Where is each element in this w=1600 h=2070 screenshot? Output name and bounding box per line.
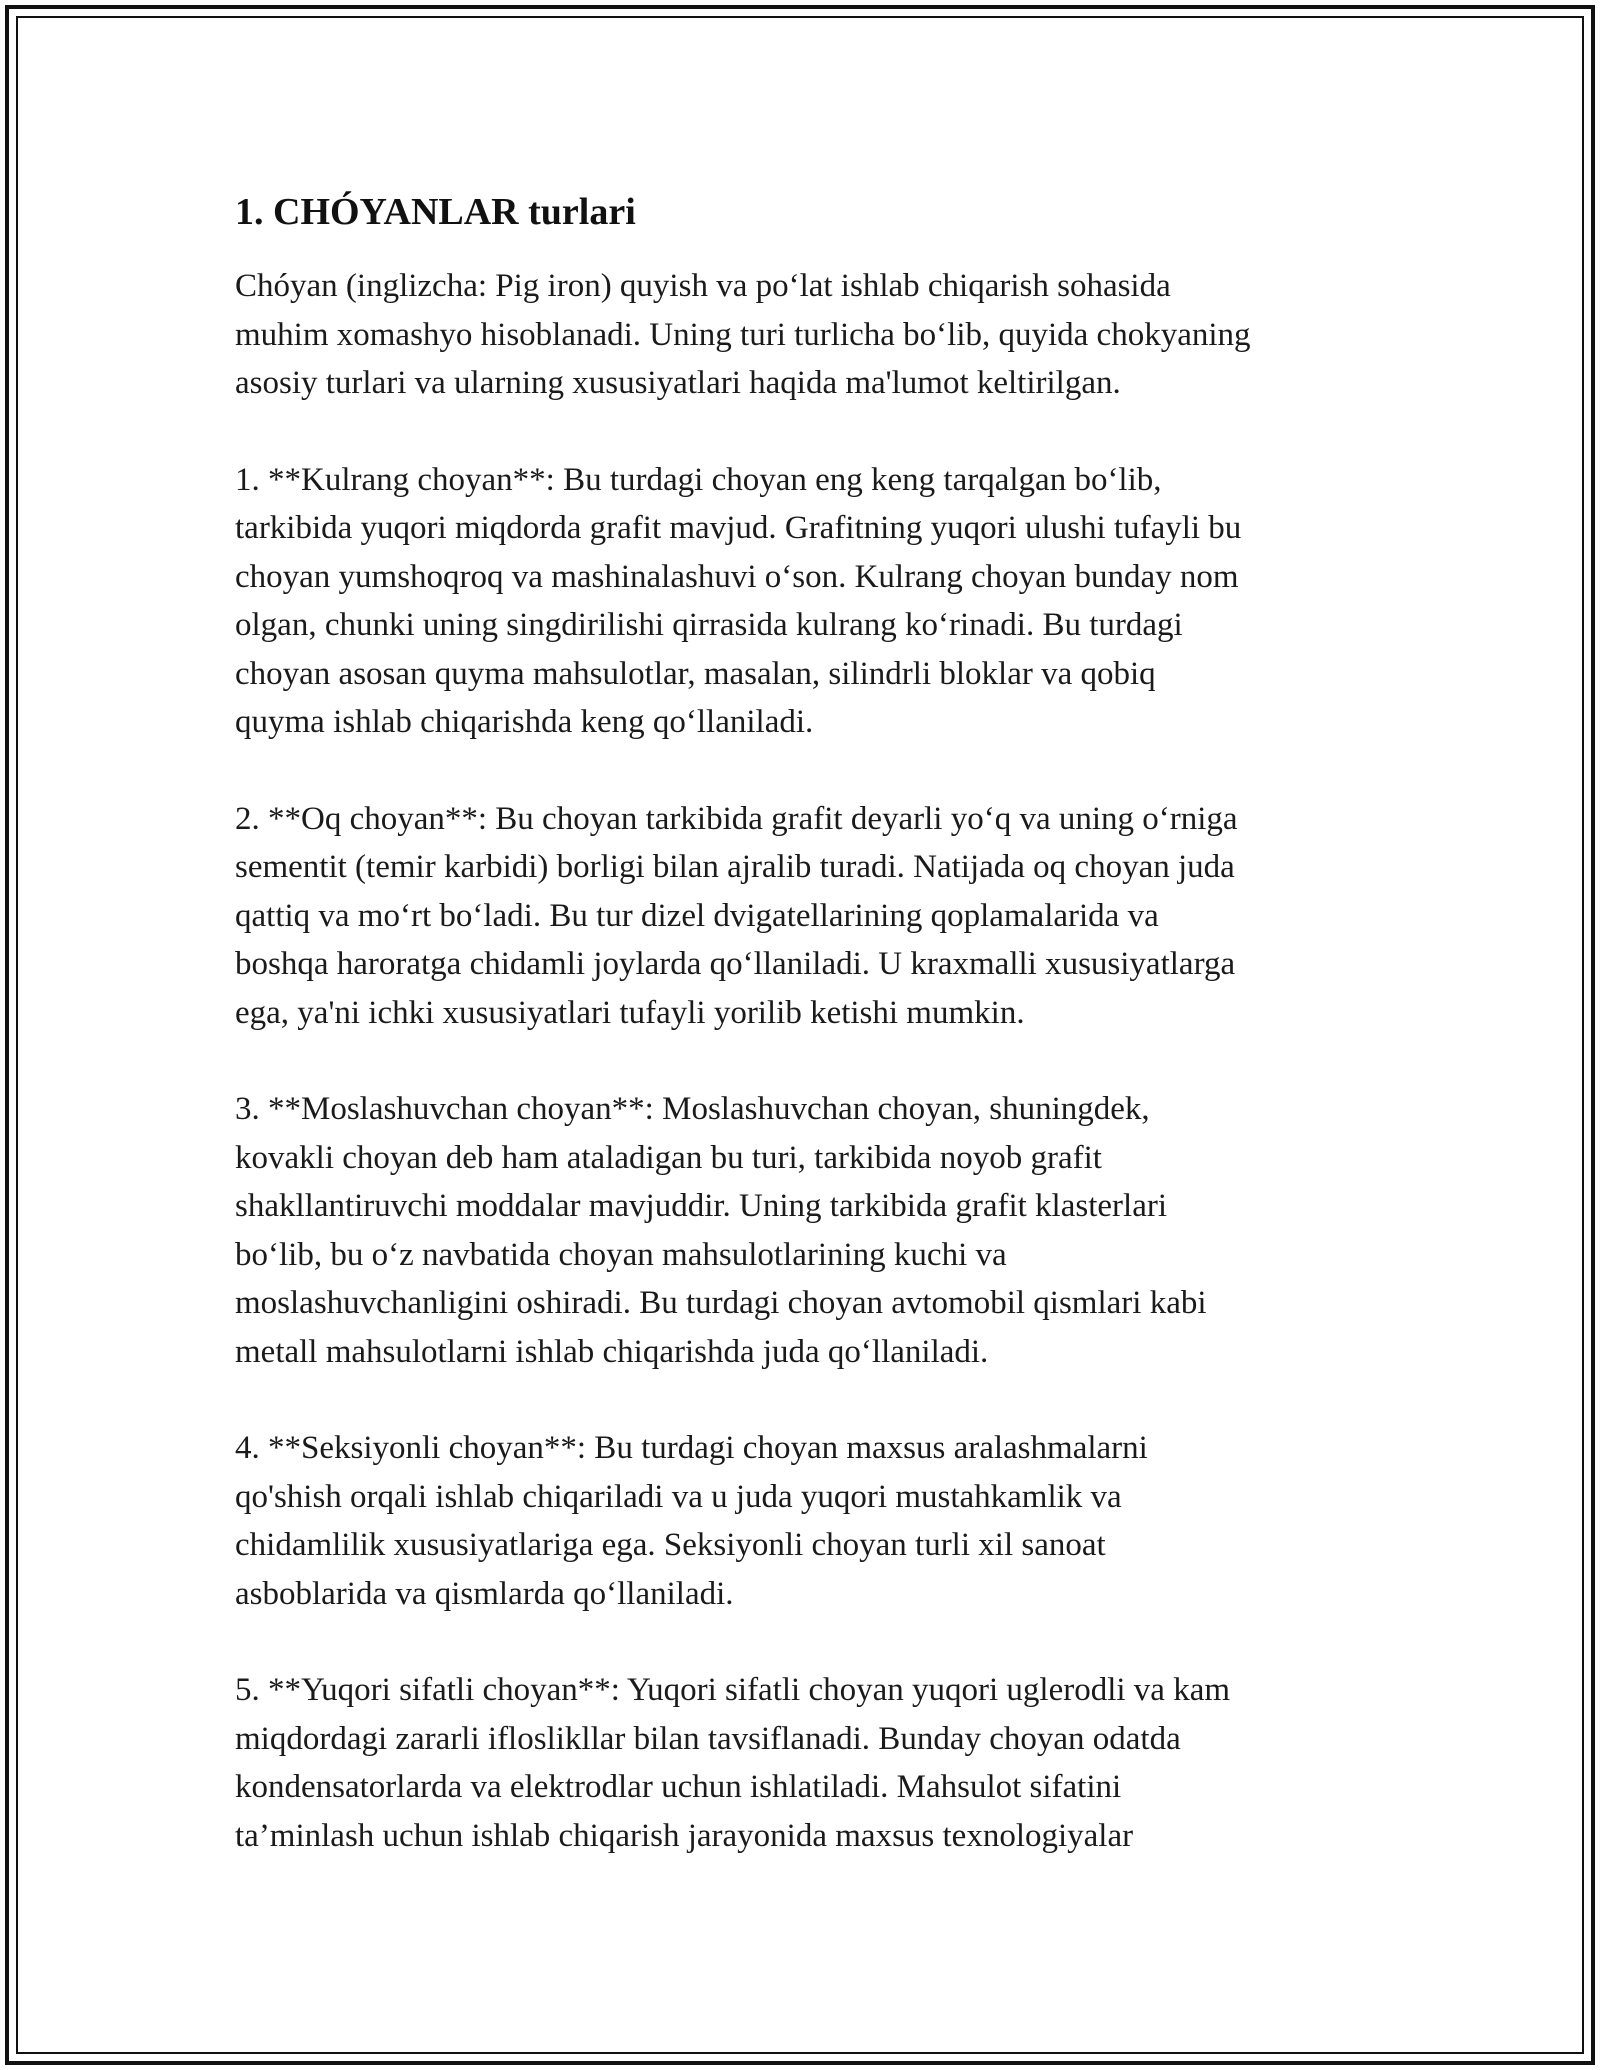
- text-line: kovakli choyan deb ham ataladigan bu turi, tarkibida noyob grafit: [235, 1139, 1102, 1176]
- text-line: 4. **Seksiyonli choyan**: Bu turdagi choyan maxsus aralashmalarni: [235, 1430, 1148, 1466]
- text-line: 3. **Moslashuvchan choyan**: Moslashuvchan choyan, shuningdek,: [235, 1091, 1150, 1127]
- text-line: boshqa haroratga chidamli joylarda qo‘llaniladi. U kraxmalli xususiyatlarga: [235, 946, 1236, 982]
- text-line: kondensatorlarda va elektrodlar uchun ishlatiladi. Mahsulot sifatini: [235, 1769, 1122, 1805]
- text-line: ta’minlash uchun ishlab chiqarish jarayonida maxsus texnologiyalar: [235, 1817, 1134, 1854]
- text-line: metall mahsulotlarni ishlab chiqarishda juda qo‘llaniladi.: [235, 1333, 989, 1370]
- paragraph-seksiyonli-choyan: [235, 1424, 1385, 1618]
- text-line: Chóyan (inglizcha: Pig iron) quyish va po‘lat ishlab chiqarish sohasida: [235, 268, 1171, 304]
- text-line: qattiq va mo‘rt bo‘ladi. Bu tur dizel dvigatellarining qoplamalarida va: [235, 897, 1159, 934]
- text-line: asboblarida va qismlarda qo‘llaniladi.: [235, 1575, 734, 1612]
- text-line: 1. **Kulrang choyan**: Bu turdagi choyan eng keng tarqalgan bo‘lib,: [235, 461, 1162, 498]
- paragraph-moslashuvchan-choyan: [235, 1085, 1385, 1376]
- paragraph-kulrang-choyan: [235, 456, 1385, 747]
- text-line: muhim xomashyo hisoblanadi. Uning turi turlicha bo‘lib, quyida chokyaning: [235, 316, 1251, 353]
- text-line: chidamlilik xususiyatlariga ega. Seksiyonli choyan turli xil sanoat: [235, 1527, 1106, 1563]
- text-line: miqdordagi zararli ifloslikllar bilan tavsiflanadi. Bunday choyan odatda: [235, 1720, 1181, 1757]
- intro-paragraph: [235, 262, 1385, 408]
- section-heading: 1. CHÓYANLAR turlari: [235, 191, 636, 233]
- text-line: 2. **Oq choyan**: Bu choyan tarkibida grafit deyarli yo‘q va uning o‘rniga: [235, 800, 1238, 837]
- text-line: choyan yumshoqroq va mashinalashuvi o‘son. Kulrang choyan bunday nom: [235, 558, 1239, 595]
- text-line: 5. **Yuqori sifatli choyan**: Yuqori sifatli choyan yuqori uglerodli va kam: [235, 1672, 1231, 1708]
- document-body: [235, 188, 1385, 1908]
- text-line: qo'shish orqali ishlab chiqariladi va u juda yuqori mustahkamlik va: [235, 1478, 1122, 1515]
- text-line: sementit (temir karbidi) borligi bilan ajralib turadi. Natijada oq choyan juda: [235, 849, 1235, 885]
- text-line: bo‘lib, bu o‘z navbatida choyan mahsulotlarining kuchi va: [235, 1236, 1007, 1273]
- paragraph-oq-choyan: [235, 795, 1385, 1038]
- text-line: choyan asosan quyma mahsulotlar, masalan, silindrli bloklar va qobiq: [235, 655, 1156, 692]
- text-line: quyma ishlab chiqarishda keng qo‘llaniladi.: [235, 704, 814, 740]
- text-line: shakllantiruvchi moddalar mavjuddir. Uning tarkibida grafit klasterlari: [235, 1188, 1167, 1224]
- paragraph-yuqori-sifatli-choyan: [235, 1666, 1385, 1860]
- text-line: asosiy turlari va ularning xususiyatlari haqida ma'lumot keltirilgan.: [235, 365, 1121, 401]
- text-line: olgan, chunki uning singdirilishi qirrasida kulrang ko‘rinadi. Bu turdagi: [235, 607, 1183, 643]
- text-line: moslashuvchanligini oshiradi. Bu turdagi choyan avtomobil qismlari kabi: [235, 1285, 1207, 1321]
- text-line: ega, ya'ni ichki xususiyatlari tufayli yorilib ketishi mumkin.: [235, 994, 1025, 1031]
- text-line: tarkibida yuqori miqdorda grafit mavjud. Grafitning yuqori ulushi tufayli bu: [235, 510, 1242, 546]
